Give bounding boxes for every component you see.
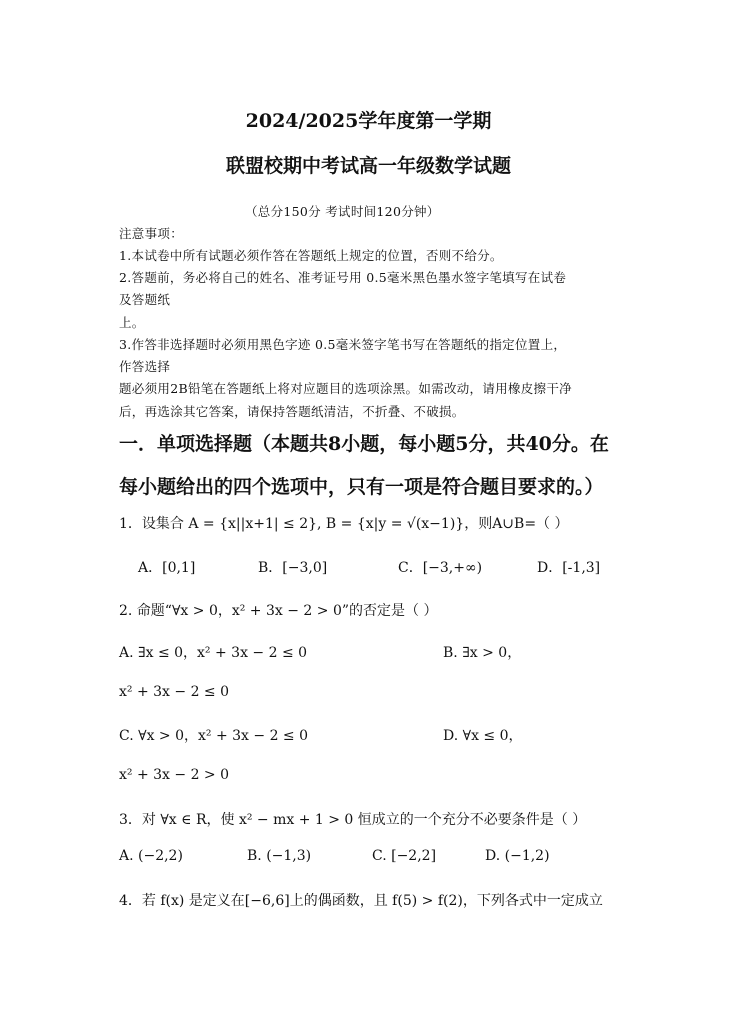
note-2-line-2: 及答题纸 xyxy=(119,292,171,307)
note-3-line-2: 作答选择 xyxy=(119,359,171,374)
exam-title-term: 2024/2025学年度第一学期 xyxy=(245,110,492,132)
note-2-line-1: 2.答题前，务必将自己的姓名、准考证号用 0.5毫米黑色墨水签字笔填写在试卷 xyxy=(119,270,567,285)
note-3-line-4: 后，再选涂其它答案，请保持答题纸清洁，不折叠、不破损。 xyxy=(119,404,465,419)
question-2-stem: 2. 命题“∀x > 0，x² + 3x − 2 > 0”的否定是（ ） xyxy=(119,603,438,619)
question-3-option-d: D. (−1,2) xyxy=(485,848,550,864)
question-4-stem: 4．若 f(x) 是定义在[−6,6]上的偶函数，且 f(5) > f(2)，下列各式中一定成立 xyxy=(119,893,603,909)
question-2-option-c: C. ∀x > 0，x² + 3x − 2 ≤ 0 xyxy=(119,728,309,744)
question-1-stem: 1．设集合 A = {x||x+1| ≤ 2}, B = {x|y = √(x−1)}，则A∪B=（ ） xyxy=(119,516,569,532)
section-heading-line-1: 一．单项选择题（本题共8小题，每小题5分，共40分。在 xyxy=(119,433,609,455)
score-time-info: （总分150分 考试时间120分钟） xyxy=(245,204,440,219)
note-2-line-3: 上。 xyxy=(119,315,145,330)
note-3-line-1: 3.作答非选择题时必须用黑色字迹 0.5毫米签字笔书写在答题纸的指定位置上， xyxy=(119,337,567,352)
exam-title-subject: 联盟校期中考试高一年级数学试题 xyxy=(225,155,511,177)
question-1-option-d: D．[-1,3] xyxy=(537,560,601,576)
question-1-option-c: C．[−3,+∞) xyxy=(398,560,483,576)
question-2-option-d: D. ∀x ≤ 0， xyxy=(443,728,523,744)
question-3-option-c: C. [−2,2] xyxy=(372,848,437,864)
section-heading-line-2: 每小题给出的四个选项中，只有一项是符合题目要求的。） xyxy=(119,476,604,498)
question-3-stem: 3．对 ∀x ∈ R，使 x² − mx + 1 > 0 恒成立的一个充分不必要条件是（ ） xyxy=(119,812,587,828)
question-2-option-b: B. ∃x > 0， xyxy=(443,645,522,661)
note-3-line-3: 题必须用2B铅笔在答题纸上将对应题目的选项涂黑。如需改动，请用橡皮擦干净 xyxy=(119,381,572,396)
question-1-option-b: B．[−3,0] xyxy=(258,560,328,576)
question-2-option-a: A. ∃x ≤ 0，x² + 3x − 2 ≤ 0 xyxy=(119,645,308,661)
question-2-option-d-cont: x² + 3x − 2 > 0 xyxy=(119,767,230,783)
notes-heading: 注意事项： xyxy=(119,226,184,241)
question-1-option-a: A．[0,1] xyxy=(138,560,196,576)
question-2-option-b-cont: x² + 3x − 2 ≤ 0 xyxy=(119,684,230,700)
question-3-option-a: A. (−2,2) xyxy=(119,848,183,864)
note-1: 1.本试卷中所有试题必须作答在答题纸上规定的位置，否则不给分。 xyxy=(119,248,503,263)
question-3-option-b: B. (−1,3) xyxy=(247,848,312,864)
